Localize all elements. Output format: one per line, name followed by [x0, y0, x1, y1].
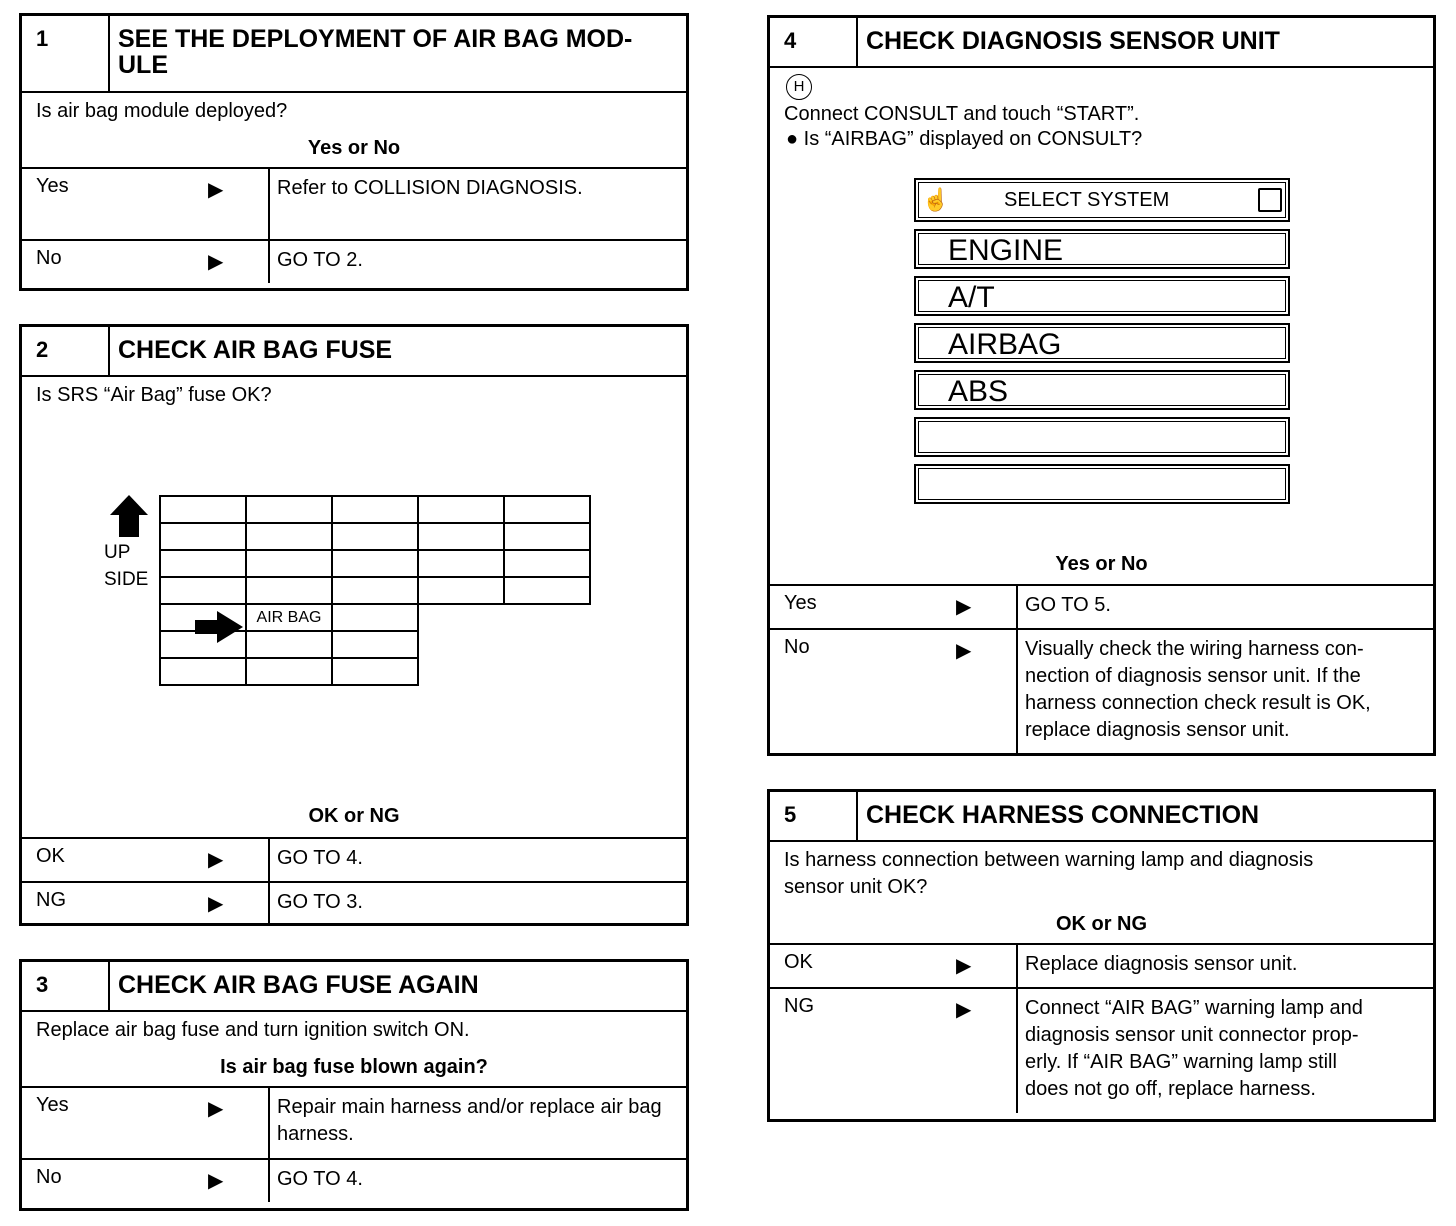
up-arrow-icon [110, 495, 148, 515]
row-label: Yes [36, 175, 69, 197]
arrow-right-icon: ▶ [208, 849, 224, 871]
step-number: 1 [22, 16, 110, 91]
arrow-right-icon: ▶ [208, 893, 224, 915]
system-item-empty [914, 464, 1290, 504]
arrow-right-icon: ▶ [956, 955, 972, 977]
consult-icon-label: H [793, 78, 805, 95]
arrow-right-icon: ▶ [208, 1098, 224, 1120]
checkbox-icon [1258, 188, 1282, 212]
step-number: 3 [22, 962, 110, 1010]
arrow-right-icon: ▶ [208, 179, 224, 201]
row-label: No [36, 1166, 62, 1188]
result-row-ok [22, 837, 686, 881]
answer-type: OK or NG [308, 805, 400, 827]
row-label: OK [784, 951, 813, 973]
row-result: GO TO 4. [277, 1168, 363, 1190]
arrow-right-icon: ▶ [956, 596, 972, 618]
row-label: Yes [784, 592, 817, 614]
step-question: Is SRS “Air Bag” fuse OK? [36, 384, 272, 406]
row-label: Yes [36, 1094, 69, 1116]
step-title: CHECK HARNESS CONNECTION [866, 801, 1260, 829]
step-instruction: Connect CONSULT and touch “START”. [784, 103, 1140, 125]
row-label: No [36, 247, 62, 269]
step-question: Replace air bag fuse and turn ignition switch ON. [36, 1019, 470, 1041]
step-title: CHECK DIAGNOSIS SENSOR UNIT [866, 27, 1280, 55]
result-row-no [22, 1158, 686, 1202]
row-result: Connect “AIR BAG” warning lamp and diagnosis sensor unit connector prop- erly. If “AIR BAG” warning lamp still does not go off, replace harness. [1025, 997, 1363, 1100]
step-number: 2 [22, 327, 110, 375]
system-item-engine: ENGINE [914, 229, 1290, 269]
result-row-ok [770, 943, 1433, 987]
row-label: No [784, 636, 810, 658]
result-row-ng [22, 881, 686, 925]
step-2-box [19, 324, 689, 926]
step-question: Is air bag module deployed? [36, 100, 288, 122]
step-title: CHECK AIR BAG FUSE [118, 336, 393, 364]
arrow-right-icon: ▶ [208, 251, 224, 273]
consult-screen [914, 178, 1290, 511]
row-result: GO TO 3. [277, 891, 363, 913]
answer-type: OK or NG [1055, 913, 1148, 935]
fuse-grid [159, 495, 591, 686]
step-4-box [767, 15, 1436, 756]
result-row-yes [770, 584, 1433, 628]
step-title: CHECK AIR BAG FUSE AGAIN [118, 971, 479, 999]
row-label: OK [36, 845, 65, 867]
fuse-diagram [22, 487, 682, 707]
select-system-bar [914, 178, 1290, 222]
system-item-abs: ABS [914, 370, 1290, 410]
row-label: NG [784, 995, 814, 1017]
arrow-right-icon: ▶ [956, 999, 972, 1021]
row-result: Replace diagnosis sensor unit. [1025, 953, 1298, 975]
answer-type: Yes or No [307, 137, 401, 159]
row-result: Visually check the wiring harness con- nection of diagnosis sensor unit. If the harness connection check result is OK, replace diagnosis sensor unit. [1025, 638, 1371, 741]
step-5-box [767, 789, 1436, 1122]
arrow-right-icon: ▶ [208, 1170, 224, 1192]
step-3-box [19, 959, 689, 1211]
result-row-no [22, 239, 686, 283]
system-item-empty [914, 417, 1290, 457]
step-number: 4 [770, 18, 858, 66]
row-label: NG [36, 889, 66, 911]
result-row-yes [22, 167, 686, 239]
hand-pointer-icon: ☝ [922, 187, 950, 212]
air-bag-fuse: AIR BAG [246, 604, 332, 631]
system-item-at: A/T [914, 276, 1290, 316]
up-label: UP [104, 542, 131, 563]
result-row-ng [770, 987, 1433, 1113]
row-result: Refer to COLLISION DIAGNOSIS. [277, 177, 583, 199]
result-row-yes [22, 1086, 686, 1158]
step-question: Is harness connection between warning lamp and diagnosis sensor unit OK? [784, 849, 1314, 898]
step-title: SEE THE DEPLOYMENT OF AIR BAG MOD- ULE [118, 25, 633, 79]
row-result: GO TO 5. [1025, 594, 1111, 616]
answer-type: Is air bag fuse blown again? [220, 1056, 488, 1078]
answer-type: Yes or No [1055, 553, 1148, 575]
up-arrow-stem [119, 514, 139, 537]
row-result: GO TO 4. [277, 847, 363, 869]
step-1-box [19, 13, 689, 291]
row-result: Repair main harness and/or replace air bag harness. [277, 1096, 662, 1145]
system-item-airbag: AIRBAG [914, 323, 1290, 363]
result-row-no [770, 628, 1433, 754]
step-question: Is “AIRBAG” displayed on CONSULT? [803, 128, 1143, 150]
side-label: SIDE [104, 569, 149, 590]
arrow-right-icon: ▶ [956, 640, 972, 662]
row-result: GO TO 2. [277, 249, 363, 271]
select-system-title: SELECT SYSTEM [1004, 189, 1170, 211]
step-number: 5 [770, 792, 858, 840]
bullet-question: ● Is “AIRBAG” displayed on CONSULT? [786, 128, 1143, 150]
